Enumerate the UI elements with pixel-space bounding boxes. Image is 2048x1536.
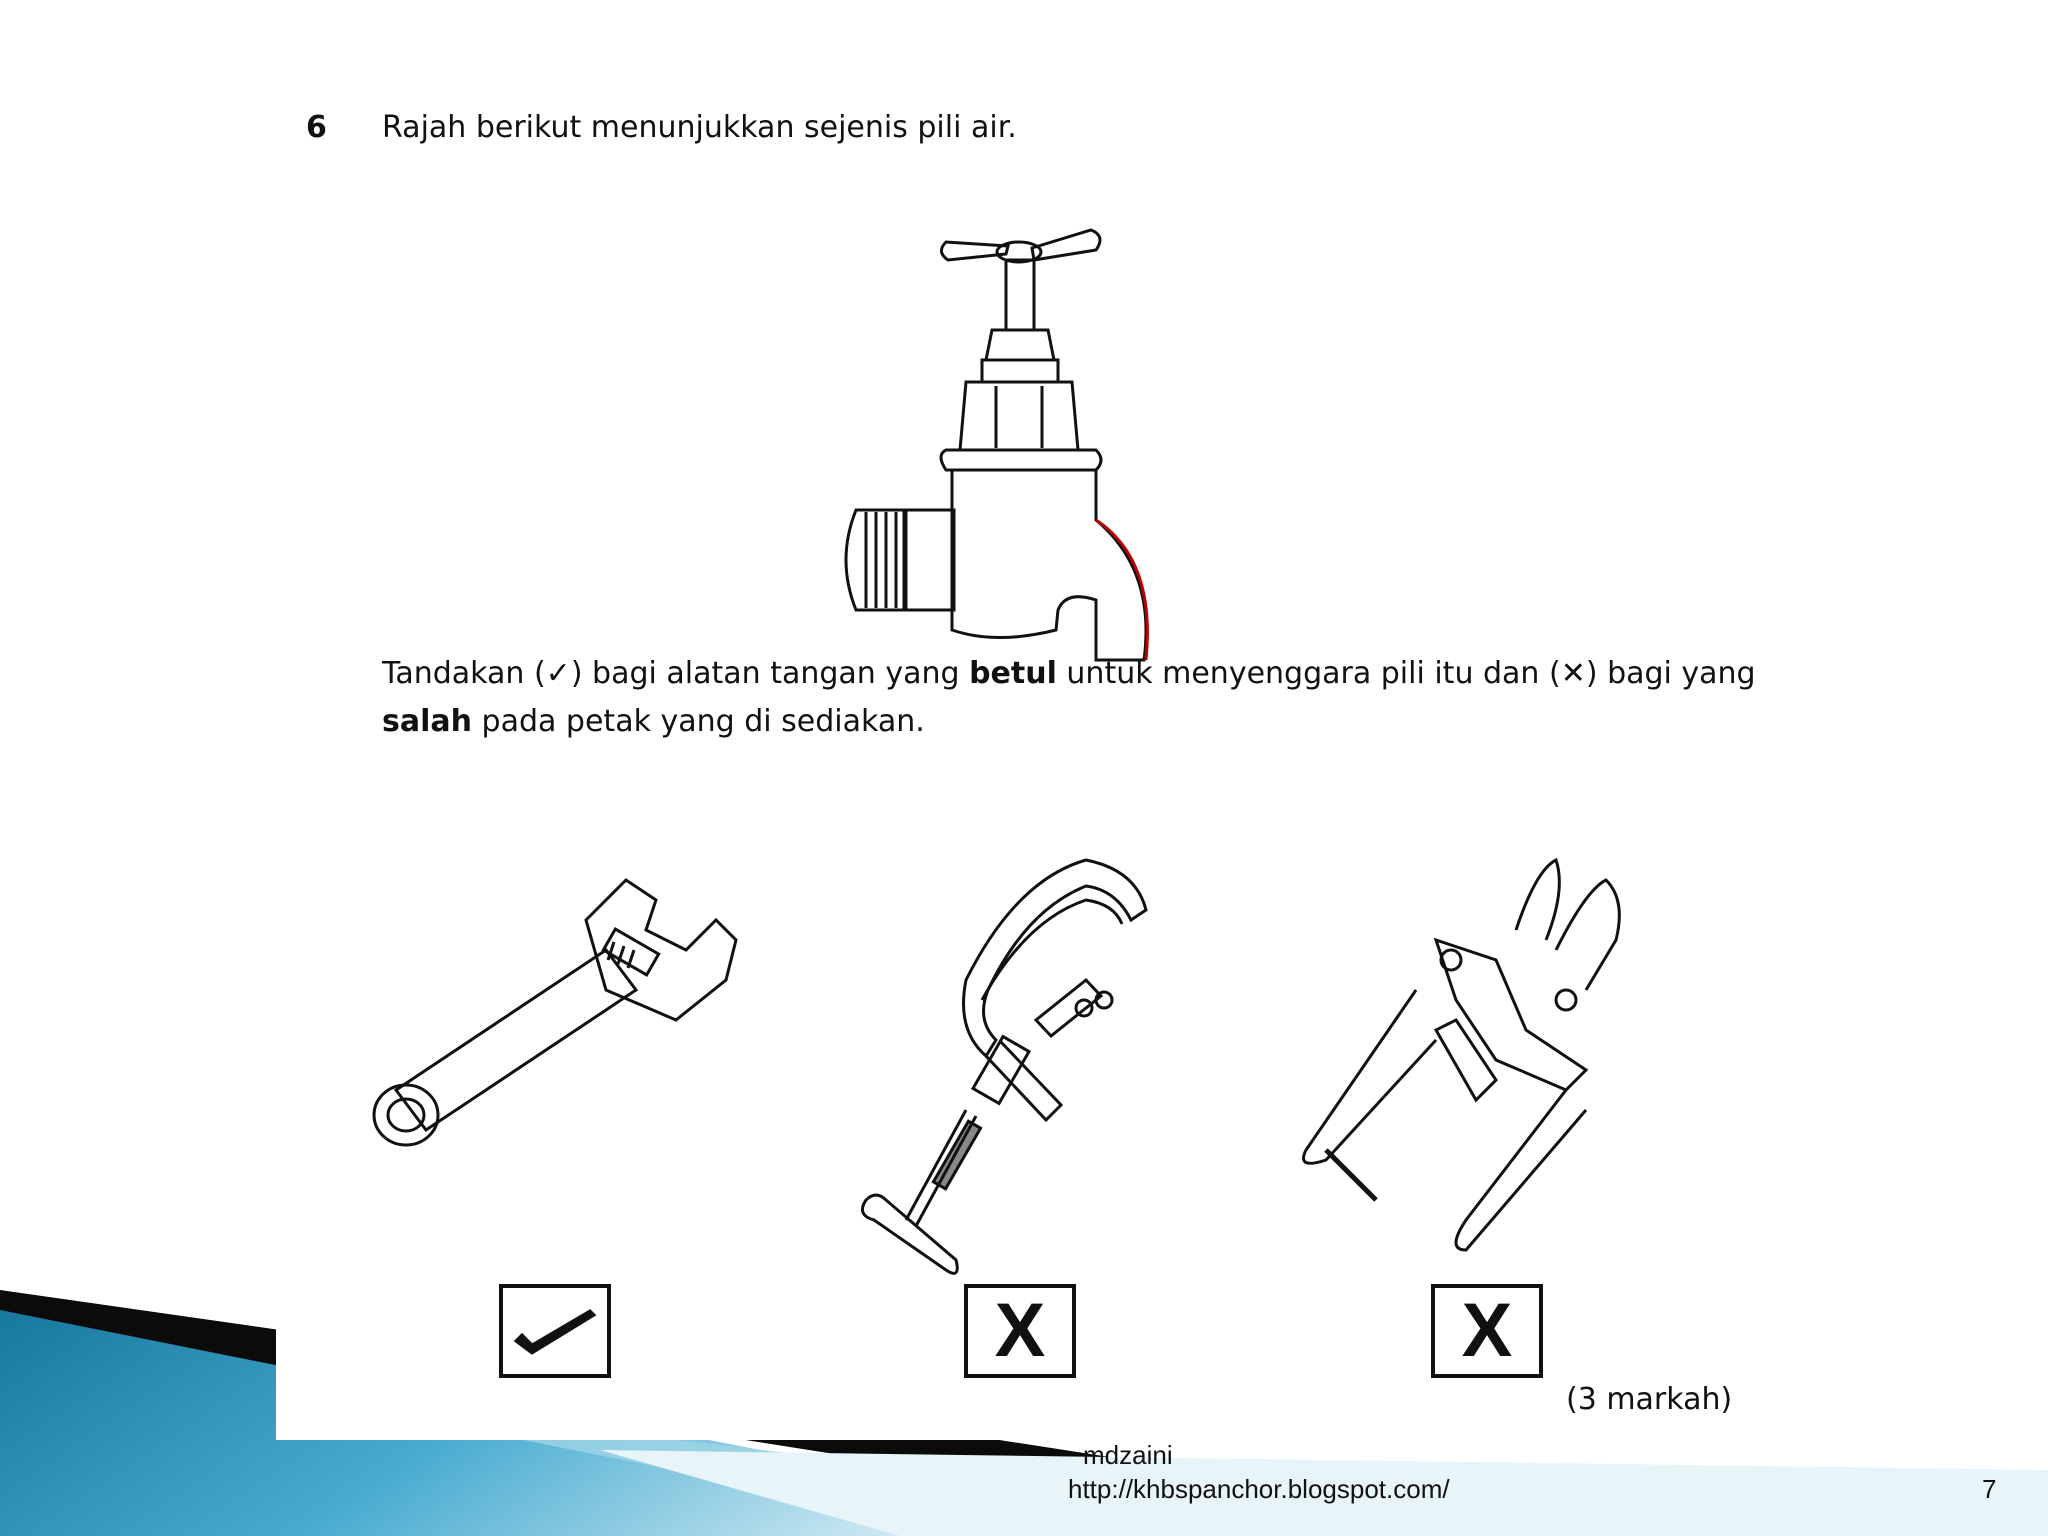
cross-mark-answer-2: X [994,1288,1046,1373]
cross-symbol: ✕ [1560,656,1586,691]
adjustable-wrench-icon [356,830,776,1250]
question-sheet [276,60,1816,1440]
answer-box-3[interactable] [1431,1284,1543,1378]
page-number: 7 [1982,1474,1997,1504]
marks-label: (3 markah) [1566,1382,1733,1417]
instruction-part: untuk menyenggara pili itu dan ( [1056,656,1561,691]
question-number: 6 [306,110,327,145]
tick-symbol: ✓ [545,656,571,691]
instruction-text [382,650,1762,746]
pipe-cutter-icon [1286,830,1706,1300]
answer-box-1[interactable] [499,1284,611,1378]
c-clamp-icon [846,820,1266,1320]
footer-url[interactable]: http://khbspanchor.blogspot.com/ [1068,1474,1450,1504]
instruction-part: ) bagi yang [1585,656,1756,691]
answer-box-2[interactable] [964,1284,1076,1378]
instruction-bold-wrong: salah [382,704,472,739]
check-mark-icon [510,1301,600,1361]
instruction-part: Tandakan ( [382,656,546,691]
instruction-part: pada petak yang di sediakan. [472,704,925,739]
water-tap-icon [796,190,1276,670]
footer-author: mdzaini [1083,1440,1173,1470]
instruction-part: ) bagi alatan tangan yang [570,656,970,691]
question-text: Rajah berikut menunjukkan sejenis pili air. [382,110,1017,145]
instruction-bold-correct: betul [969,656,1057,691]
cross-mark-answer-3: X [1461,1288,1513,1373]
